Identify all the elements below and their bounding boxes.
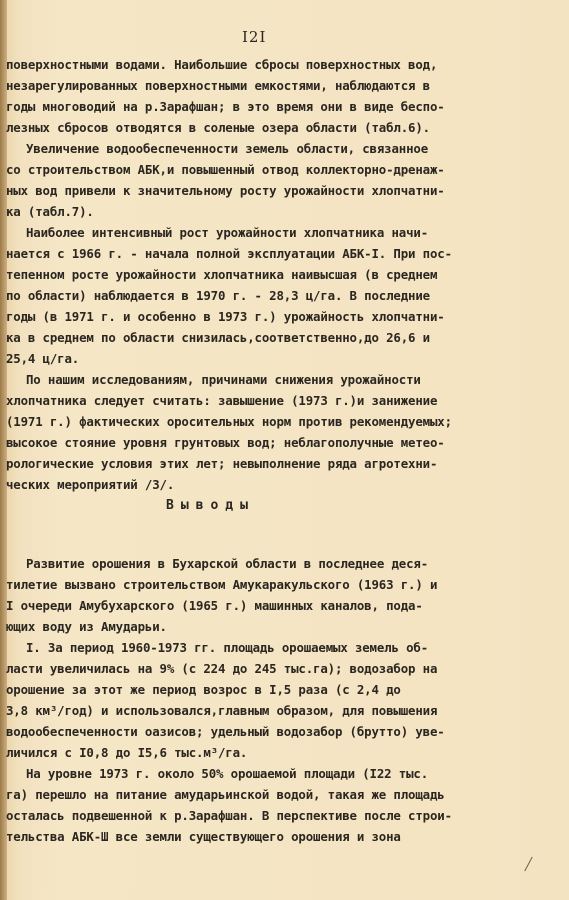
text-line: Развитие орошения в Бухарской области в последнее деся- xyxy=(26,556,429,571)
text-line: со строительством АБК,и повышенный отвод коллекторно-дренаж- xyxy=(6,162,445,177)
text-line: На уровне 1973 г. около 50% орошаемой площади (I22 тыс. xyxy=(26,766,429,781)
text-line: хлопчатника следует считать: завышение (1973 г.)и занижение xyxy=(6,393,438,408)
text-line: ласти увеличилась на 9% (с 224 до 245 тыс.га); водозабор на xyxy=(6,661,438,676)
text-line: ка (табл.7). xyxy=(6,204,94,219)
text-line: личился с I0,8 до I5,6 тыс.м³/га. xyxy=(6,745,248,760)
text-line: Наиболее интенсивный рост урожайности хлопчатника начи- xyxy=(26,225,429,240)
text-line: 25,4 ц/га. xyxy=(6,351,80,366)
text-line: ющих воду из Амударьи. xyxy=(6,619,167,634)
text-line: тилетие вызвано строительством Амукаракульского (1963 г.) и xyxy=(6,577,438,592)
section-heading: Выводы xyxy=(166,498,255,513)
text-line: осталась подвешенной к р.Зарафшан. В перспективе после строи- xyxy=(6,808,452,823)
text-line: рологические условия этих лет; невыполнение ряда агротехни- xyxy=(6,456,438,471)
text-line: Увеличение водообеспеченности земель области, связанное xyxy=(26,141,429,156)
text-line: нается с 1966 г. - начала полной эксплуатации АБК-I. При пос- xyxy=(6,246,452,261)
text-line: ных вод привели к значительному росту урожайности хлопчатни- xyxy=(6,183,445,198)
text-line: лезных сбросов отводятся в соленые озера области (табл.6). xyxy=(6,120,430,135)
text-line: незарегулированных поверхностными емкостями, наблюдаются в xyxy=(6,78,430,93)
text-line: По нашим исследованиям, причинами снижения урожайности xyxy=(26,372,421,387)
text-line: тепенном росте урожайности хлопчатника наивысшая (в среднем xyxy=(6,267,438,282)
text-line: высокое стояние уровня грунтовых вод; неблагополучные метео- xyxy=(6,435,445,450)
text-line: годы (в 1971 г. и особенно в 1973 г.) урожайность хлопчатни- xyxy=(6,309,445,324)
text-line: годы многоводий на р.Зарафшан; в это время они в виде беспо- xyxy=(6,99,445,114)
text-line: по области) наблюдается в 1970 г. - 28,3 ц/га. В последние xyxy=(6,288,430,303)
text-line: I. За период 1960-1973 гг. площадь орошаемых земель об- xyxy=(26,640,429,655)
text-line: га) перешло на питание амударьинской водой, такая же площадь xyxy=(6,787,445,802)
text-line: поверхностными водами. Наибольшие сбросы поверхностных вод, xyxy=(6,57,438,72)
text-line: I очереди Амубухарского (1965 г.) машинных каналов, пода- xyxy=(6,598,423,613)
text-line: ка в среднем по области снизилась,соответственно,до 26,6 и xyxy=(6,330,430,345)
text-line: 3,8 км³/год) и использовался,главным образом, для повышения xyxy=(6,703,438,718)
text-line: тельства АБК-Ш все земли существующего орошения и зона xyxy=(6,829,401,844)
text-line: орошение за этот же период возрос в I,5 раза (с 2,4 до xyxy=(6,682,401,697)
text-line: (1971 г.) фактических оросительных норм против рекомендуемых; xyxy=(6,414,452,429)
text-line: ческих мероприятий /3/. xyxy=(6,477,175,492)
page-number: I2I xyxy=(242,28,267,46)
text-line: водообеспеченности оазисов; удельный водозабор (брутто) уве- xyxy=(6,724,445,739)
